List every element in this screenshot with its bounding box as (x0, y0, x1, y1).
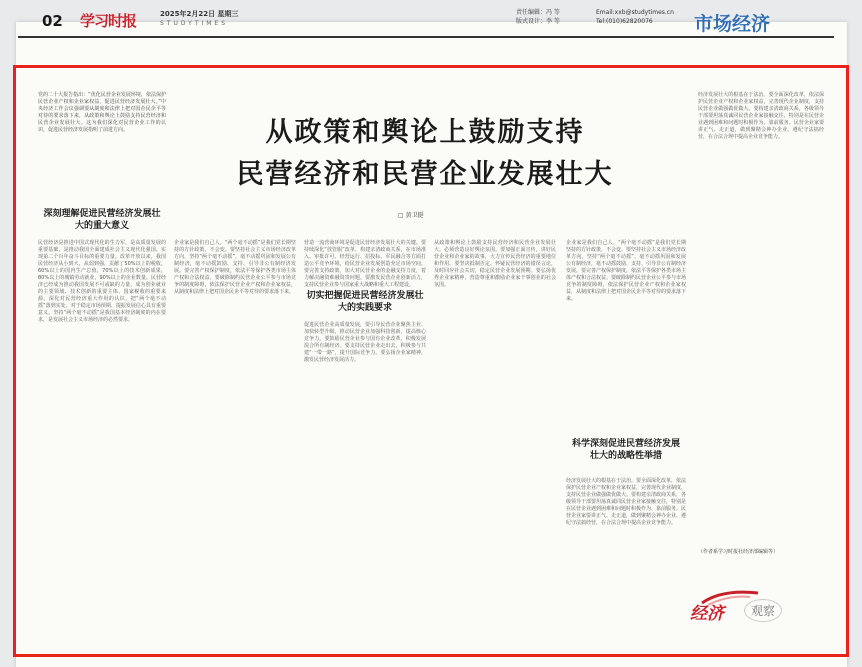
badge-text-economy: 经济 (690, 604, 724, 624)
header-rule (18, 36, 834, 38)
section-title: 市场经济 (694, 13, 771, 35)
body-col-2: 企业家是我们自己人。“两个毫不动摇”是我们党长期坚持的方针政策，不会变。要坚持社会主义市场经济改革方向，坚持“两个毫不动摇”，毫不动摇巩固和发展公有制经济，毫不动摇鼓励、支持、引导非公有制经济发展。要完善产权保护制度，依法平等保护各类市场主体产权和合法权益。要破除制约民营企业公平参与市场竞争的制度障碍，依法保护民营企业产权和企业家权益，从制度和法律上把对国企民企平等对待的要求落下来。 (174, 240, 296, 295)
subheading-3: 科学深刻促进民营经济发展壮大的战略性举措 (571, 439, 680, 461)
body-col-4: 从政策和舆论上鼓励支持民营经济和民营企业发展壮大，必须营造良好舆论氛围。要加强正面宣传，讲好民营企业和企业家的故事，大力宣传民营经济的重要地位和作用。要坚决抵制否定、怀疑民营经济的错误言论，及时回应社会关切，稳定民营企业发展预期。要弘扬优秀企业家精神，营造尊重和激励企业家干事创业的社会氛围。 (434, 240, 556, 288)
body-col-6: 经济发展壮大的根基在于法治。要全面深化改革，依法保护民营企业产权和企业家权益，完善现代企业制度，支持民营企业做强做优做大。要构建亲清政商关系，各级领导干部要坦荡真诚同民营企业家接触交往，特别是在民营企业遇到困难和问题时积极作为、靠前服务。民营企业家要讲正气、走正道，做到聚精会神办企业、遵纪守法搞经营，在合法合规中提高企业竞争能力。 (698, 92, 824, 140)
intro-text: 党的二十大报告指出：“优化民营企业发展环境，依法保护民营企业产权和企业家权益，促进民营经济发展壮大。”中央经济工作会议强调要从制度和法律上把对国企民企平等对待的要求落下来，从政策和舆论上鼓励支持民营经济和民营企业发展壮大。这为我们深化对民营企业工作的认识，促进民营经济发展指明了前进方向。 (38, 92, 166, 133)
issue-date: 2025年2月22日 星期三 (160, 10, 239, 18)
body-col-5b: 经济发展壮大的根基在于法治。要全面深化改革，依法保护民营企业产权和企业家权益，完善现代企业制度，支持民营企业做强做优做大。要构建亲清政商关系，各级领导干部要坦荡真诚同民营企业家接触交往，特别是在民营企业遇到困难和问题时积极作为、靠前服务。民营企业家要讲正气、走正道，做到聚精会神办企业、遵纪守法搞经营，在合法合规中提高企业竞争能力。 (566, 478, 687, 526)
body-col-5a: 企业家是我们自己人。“两个毫不动摇”是我们党长期坚持的方针政策，不会变。要坚持社会主义市场经济改革方向，坚持“两个毫不动摇”，毫不动摇巩固和发展公有制经济，毫不动摇鼓励、支持、引导非公有制经济发展。要完善产权保护制度，依法平等保护各类市场主体产权和合法权益。要破除制约民营企业公平参与市场竞争的制度障碍，依法保护民营企业产权和企业家权益，从制度和法律上把对国企民企平等对待的要求落下来。 (566, 240, 687, 302)
page-header (18, 0, 842, 36)
subheading-2: 切实把握促进民营经济发展壮大的实践要求 (306, 291, 424, 313)
badge-text-observe: 观察 (744, 599, 782, 622)
byline: ▢ 黄卫挺 (398, 212, 424, 219)
article-title: 从政策和舆论上鼓励支持 民营经济和民营企业发展壮大 (236, 117, 614, 190)
page-number: 02 (42, 12, 63, 30)
paper-logo: 学习时报 (80, 12, 137, 30)
body-col-3b: 促进民营企业高质量发展，要引导民营企业聚焦主业、加快转型升级，推动民营企业加强科技创新，提高核心竞争力。要鼓励民营企业参与国有企业改革，积极发展混合所有制经济。要支持民营企业走出去，积极参与共建“一带一路”，提升国际竞争力。要弘扬企业家精神，激发民营经济发展活力。 (304, 322, 426, 363)
subheading-1: 深刻理解促进民营经济发展壮大的重大意义 (43, 209, 161, 231)
author-note: （作者系学习时报社经济部编辑等） (698, 549, 779, 555)
body-col-3a: 营造一流营商环境是促进民营经济发展壮大的关键。要持续深化“放管服”改革，构建亲清政商关系，在市场准入、审批许可、经营运行、招投标、军民融合等方面打造公平竞争环境，给民营企业发展创造充足市场空间。要完善支持政策，加大对民营企业的金融支持力度，着力解决融资难融资贵问题。要激发民营企业创新活力，支持民营企业参与国家重大战略和重大工程建设。 (304, 240, 426, 288)
body-col-1: 民营经济是推进中国式现代化的生力军，是高质量发展的重要基础，是推动我国全面建成社会主义现代化强国、实现第二个百年奋斗目标的重要力量。改革开放以来，我国民营经济从小到大、从弱到强，贡献了50%以上的税收，60%以上的国内生产总值，70%以上的技术创新成果，80%以上的城镇劳动就业，90%以上的企业数量。民营经济已经成为推动我国发展不可或缺的力量，成为创业就业的主要领域、技术创新的重要主体、国家税收的重要来源。深化对民营经济重大作用的认识，把“两个毫不动摇”落到实处，对于稳定市场预期、提振发展信心具有重要意义。坚持“两个毫不动摇”是我国基本经济制度的内在要求，是发展社会主义市场经济的必然要求。 (38, 240, 166, 323)
economic-observation-badge (690, 585, 820, 631)
editors: 责任编辑：冯 等 版式设计：李 等 (516, 9, 560, 25)
paper-logo-en: STUDYTIMES (160, 20, 229, 27)
contact-info: Email:xxb@studytimes.cn Tel:(010)62820076 (596, 9, 674, 25)
